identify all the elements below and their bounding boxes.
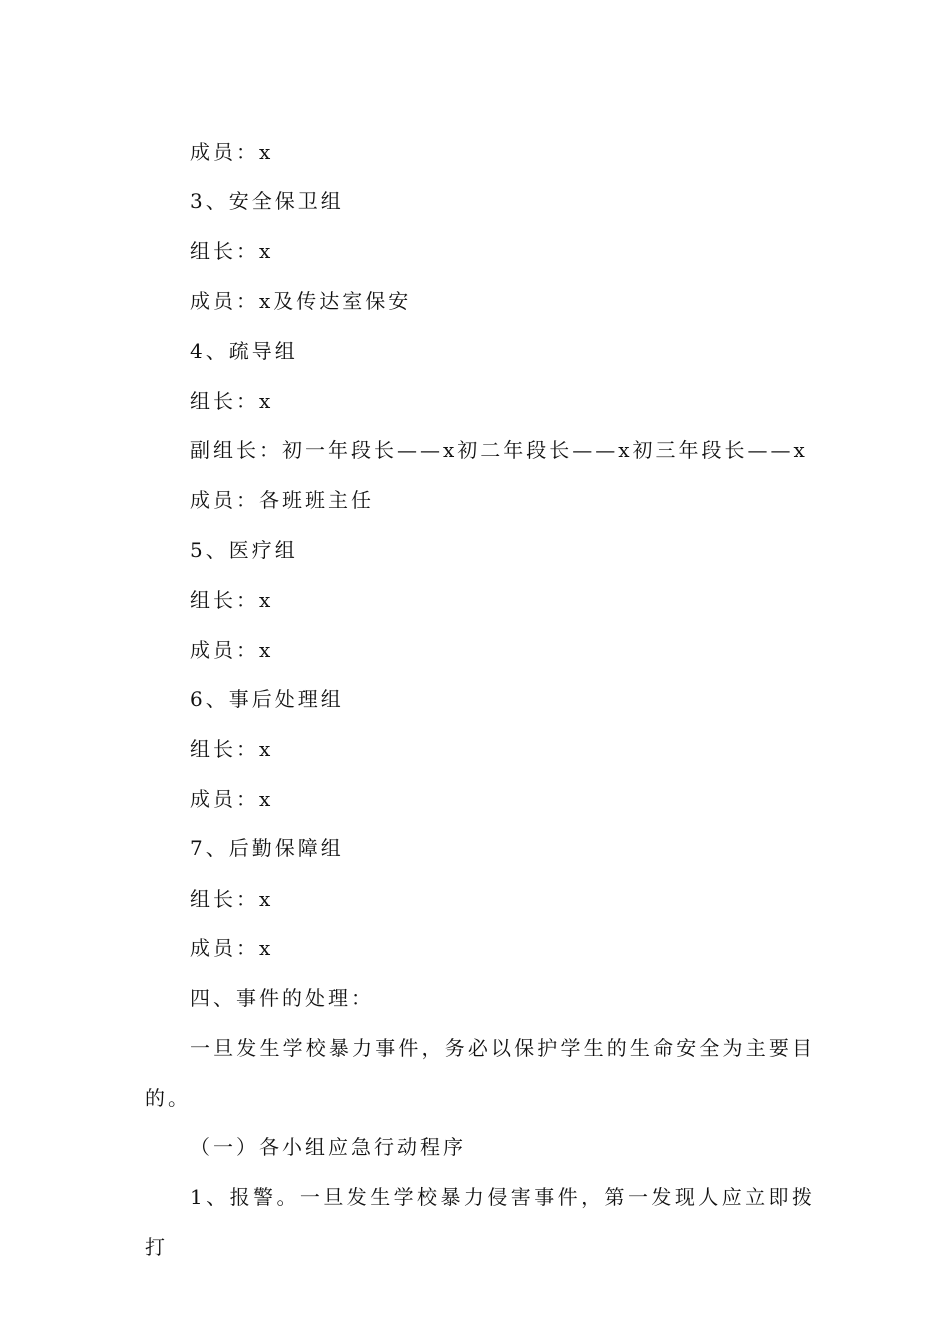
section-heading: 四、事件的处理：	[190, 986, 374, 1010]
leader-line: 组长：x	[190, 887, 274, 911]
members-line: 成员：各班班主任	[190, 488, 374, 512]
logistics-group-heading: 7、后勤保障组	[190, 836, 344, 860]
guidance-group-heading: 4、疏导组	[190, 339, 298, 363]
subsection-heading: （一）各小组应急行动程序	[190, 1135, 466, 1159]
leader-line: 组长：x	[190, 239, 274, 263]
medical-group-heading: 5、医疗组	[190, 538, 298, 562]
leader-line: 组长：x	[190, 737, 274, 761]
body-paragraph: 1、报警。一旦发生学校暴力侵害事件，第一发现人应立即拨打	[145, 1185, 815, 1259]
aftermath-group-heading: 6、事后处理组	[190, 687, 344, 711]
members-line: 成员：x	[190, 936, 274, 960]
security-group-heading: 3、安全保卫组	[190, 189, 344, 213]
body-paragraph: 一旦发生学校暴力事件，务必以保护学生的生命安全为主要目的。	[145, 1036, 815, 1110]
leader-line: 组长：x	[190, 588, 274, 612]
members-line: 成员：x及传达室保安	[190, 289, 412, 313]
members-line: 成员：x	[190, 787, 274, 811]
deputy-leader-line: 副组长：初一年段长——x初二年段长——x初三年段长——x	[190, 438, 808, 462]
members-line: 成员：x	[190, 638, 274, 662]
members-line: 成员：x	[190, 140, 274, 164]
leader-line: 组长：x	[190, 389, 274, 413]
